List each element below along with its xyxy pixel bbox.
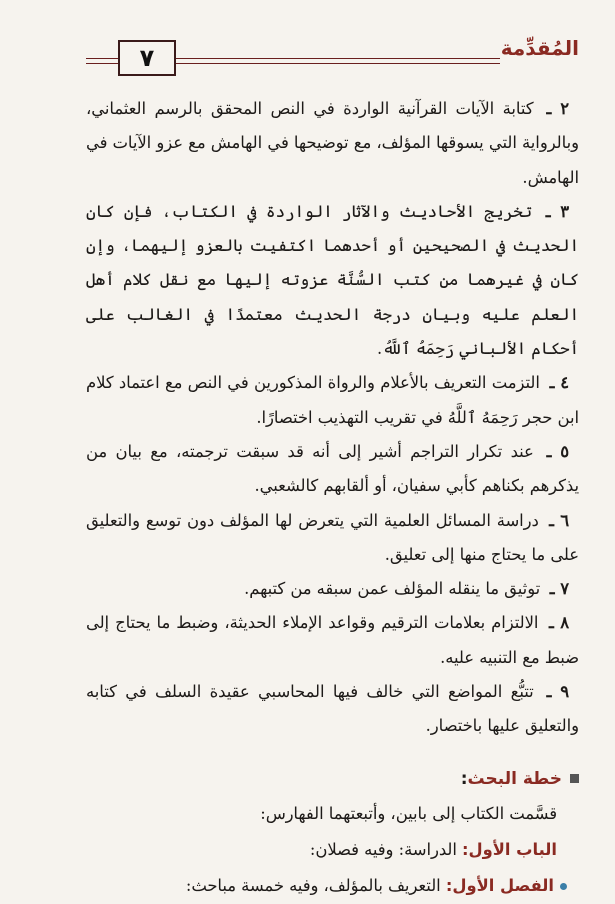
- chapter-one-label: الفصل الأول:: [445, 875, 554, 895]
- item-dash: ـ: [537, 441, 561, 461]
- part-one-text: الدراسة: وفيه فصلان:: [309, 839, 457, 859]
- item-number: ٧: [560, 579, 569, 599]
- item-number: ٦: [560, 510, 569, 530]
- item-dash: ـ: [543, 373, 561, 393]
- part-one-line: [86, 832, 557, 868]
- list-item: [86, 572, 579, 606]
- item-dash: ـ: [537, 682, 561, 702]
- item-dash: ـ: [537, 99, 561, 118]
- running-title: المُقدِّمة: [500, 36, 579, 60]
- item-text: التزمت التعريف بالأعلام والرواة المذكورين في النص مع اعتماد كلام ابن حجر رَحِمَهُ ٱللَّهُ في تقريب التهذيب اختصارًا.: [86, 373, 579, 427]
- body-text: [86, 92, 579, 904]
- research-plan-heading: [86, 762, 579, 796]
- item-text: تتبُّع المواضع التي خالف فيها المحاسبي عقيدة السلف في كتابه والتعليق عليها باختصار.: [86, 682, 579, 736]
- item-dash: ـ: [542, 510, 561, 530]
- header-rule: [172, 63, 500, 64]
- bullet-dot-icon: [560, 883, 567, 890]
- item-dash: ـ: [542, 613, 561, 633]
- item-number: ٥: [560, 441, 570, 461]
- item-number: ٨: [560, 613, 570, 633]
- plan-intro: قسَّمت الكتاب إلى بابين، وأتبعتهما الفهارس:: [260, 803, 557, 823]
- header-rule: [86, 63, 118, 64]
- item-text: دراسة المسائل العلمية التي يتعرض لها المؤلف دون توسع والتعليق على ما يحتاج منها إلى تعليق.: [86, 510, 579, 564]
- item-text: عند تكرار التراجم أشير إلى أنه قد سبقت ترجمته، مع بيان من يذكرهم بكناهم كأبي سفيان، أو ألقابهم كالشعبي.: [86, 441, 579, 496]
- list-item: [86, 92, 579, 195]
- heading-colon: :: [460, 768, 468, 789]
- item-text: الالتزام بعلامات الترقيم وقواعد الإملاء الحديثة، وضبط ما يحتاج إلى ضبط مع التنبيه عليه.: [86, 613, 579, 667]
- part-one-label: الباب الأول:: [462, 839, 557, 859]
- chapter-one-text: التعريف بالمؤلف، وفيه خمسة مباحث:: [185, 875, 441, 895]
- item-text: تخريج الأحاديث والآثار الواردة في الكتاب، فإن كان الحديث في الصحيحين أو أحدهما اكتفيت بالعزو إليهما، وإن كان في غيرهما من كتب السُّنَّة عزوته إليها مع نقل كلام أهل العلم عليه وبيان درجة الحديث معتمدًا في الغالب على أحكام الألباني رَحِمَهُ ٱللَّهُ.: [86, 201, 579, 359]
- header-rule: [86, 58, 118, 59]
- header-rule: [172, 58, 500, 59]
- item-number: ٣: [560, 201, 569, 221]
- page-number: ٧: [118, 40, 176, 76]
- square-bullet-icon: [570, 774, 579, 783]
- item-text: توثيق ما ينقله المؤلف عمن سبقه من كتبهم.: [244, 579, 541, 599]
- item-dash: ـ: [536, 201, 561, 221]
- chapter-one-line: [86, 868, 567, 904]
- item-number: ٤: [560, 373, 569, 393]
- item-number: ٩: [560, 682, 569, 702]
- list-item: [86, 435, 579, 504]
- list-item: [86, 195, 579, 366]
- item-dash: ـ: [544, 579, 561, 599]
- research-plan-title: خطة البحث: [467, 768, 562, 789]
- list-item: [86, 606, 579, 675]
- list-item: [86, 366, 579, 435]
- list-item: [86, 504, 579, 573]
- page-header: [0, 0, 615, 90]
- item-text: كتابة الآيات القرآنية الواردة في النص المحقق بالرسم العثماني، وبالرواية التي يسوقها المؤلف، مع توضيحها في الهامش مع عزو الآيات في الهامش.: [86, 99, 579, 187]
- item-number: ٢: [560, 99, 569, 118]
- list-item: [86, 675, 579, 744]
